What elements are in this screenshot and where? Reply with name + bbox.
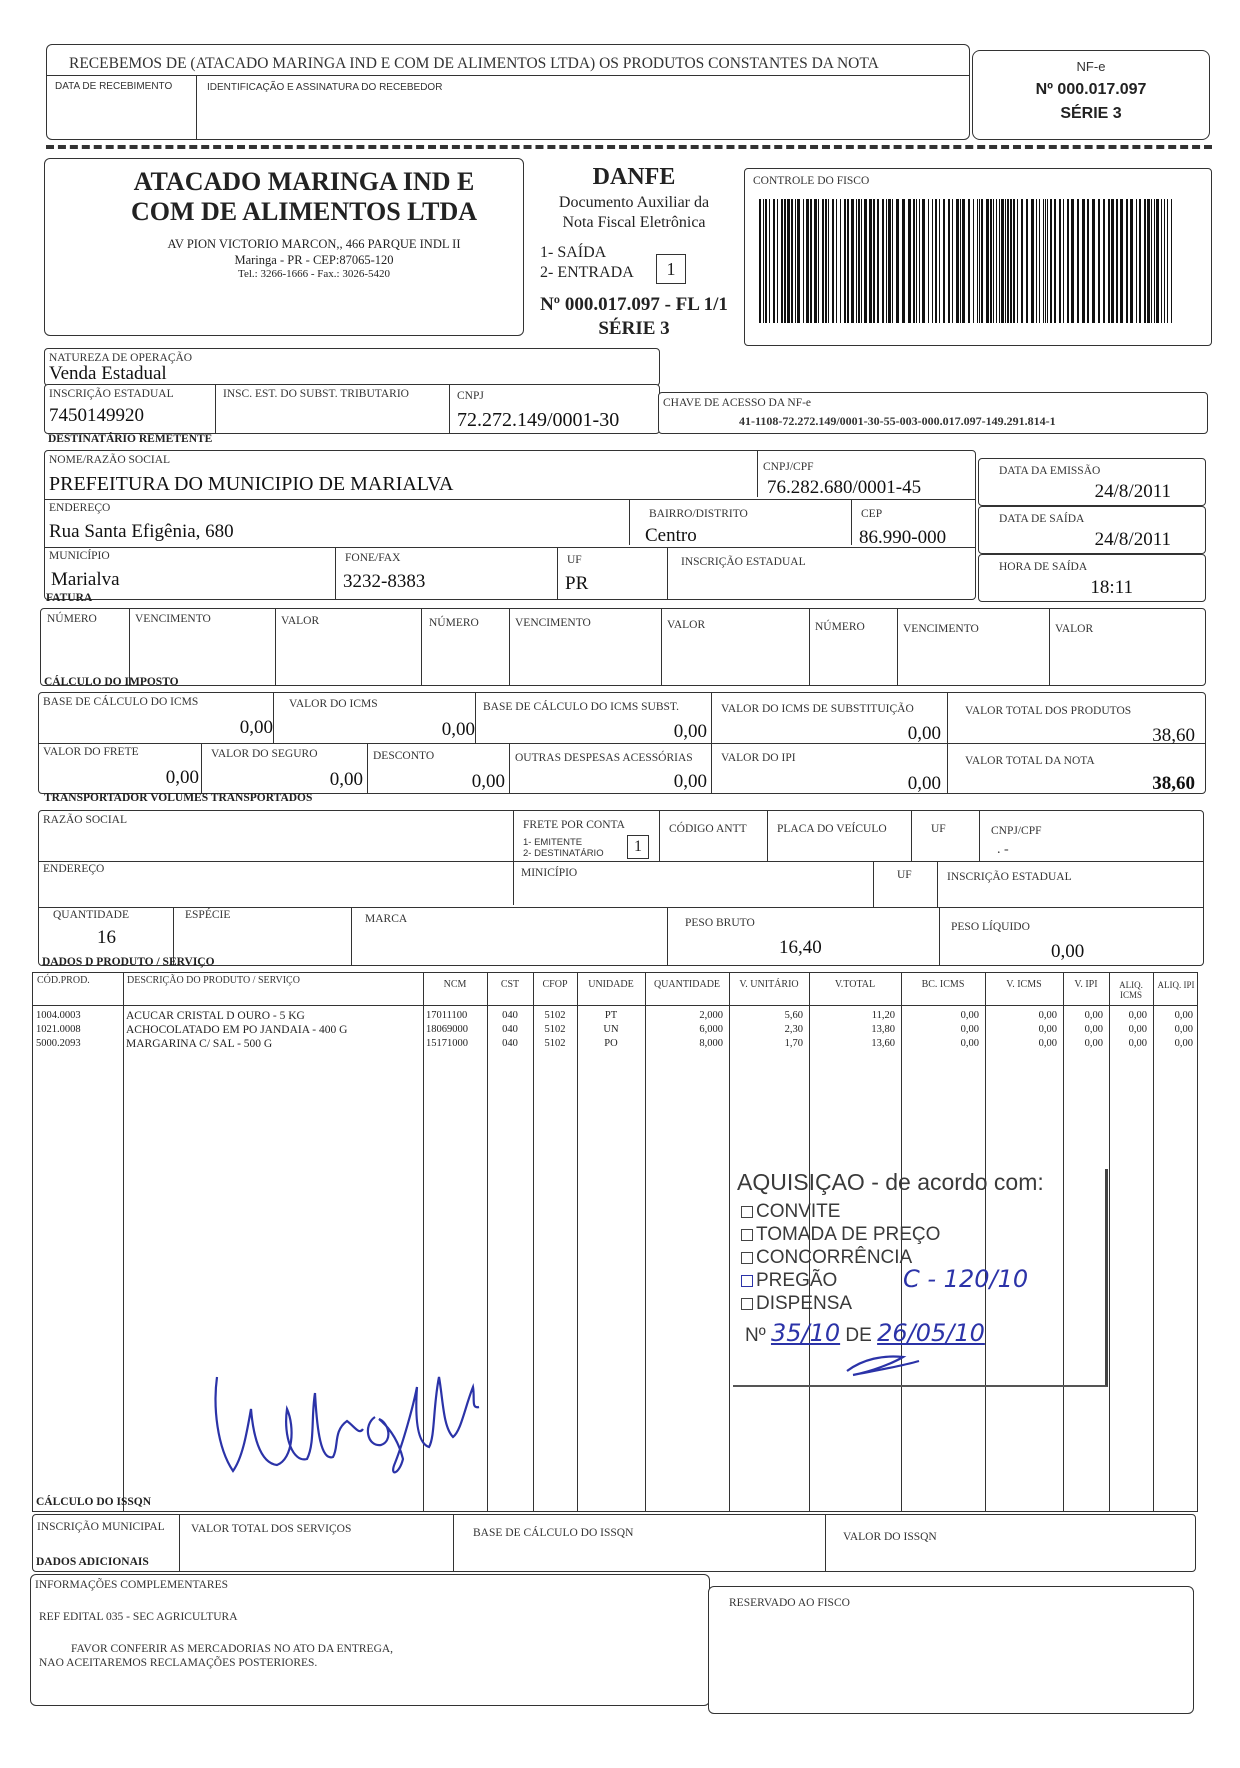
recipient-cnpj: 76.282.680/0001-45 (767, 477, 922, 498)
volume-quantity-label: QUANTIDADE (53, 909, 130, 921)
receipt-stub (46, 44, 970, 140)
danfe-series: SÉRIE 3 (598, 318, 670, 339)
icms-base-label: BASE DE CÁLCULO DO ICMS (43, 696, 199, 708)
discount-value: 0,00 (471, 771, 505, 792)
state-registration-label: INSCRIÇÃO ESTADUAL (49, 388, 174, 400)
cnpj-value: 72.272.149/0001-30 (457, 409, 620, 431)
exit-time-box (978, 554, 1206, 602)
other-expenses-label: OUTRAS DESPESAS ACESSÓRIAS (515, 752, 693, 764)
antt-code-label: CÓDIGO ANTT (669, 823, 747, 835)
table-cell: 0,00 (1084, 1038, 1103, 1049)
table-cell: 18069000 (426, 1024, 468, 1035)
products-table (32, 972, 1198, 1512)
table-cell: ACUCAR CRISTAL D OURO - 5 KG (126, 1010, 305, 1022)
freight-mode-label: FRETE POR CONTA (523, 819, 625, 831)
table-row (33, 1023, 1197, 1037)
issue-date: 24/8/2011 (1094, 481, 1171, 502)
fiscal-control-box (744, 168, 1212, 346)
table-cell: 0,00 (1038, 1038, 1057, 1049)
table-cell: 13,60 (871, 1038, 895, 1049)
carrier-cnpj-value: . - (997, 842, 1009, 857)
table-cell: 8,000 (699, 1038, 723, 1049)
freight-value: 0,00 (165, 767, 199, 788)
table-cell: 0,00 (1084, 1024, 1103, 1035)
cnpj-label: CNPJ (457, 390, 484, 402)
table-cell: 17011100 (426, 1010, 468, 1021)
invoice-value-label-3: VALOR (1055, 623, 1094, 635)
stamp-option-dispensa: DISPENSA (741, 1293, 852, 1315)
table-cell: MARGARINA C/ SAL - 500 G (126, 1038, 273, 1050)
invoice-section-title: FATURA (46, 592, 93, 604)
recipient-city: Marialva (51, 569, 120, 590)
table-cell: 0,00 (960, 1010, 979, 1021)
access-key-value: 41-1108-72.272.149/0001-30-55-003-000.017.097-149.291.814-1 (739, 414, 1056, 428)
table-cell: 13,80 (871, 1024, 895, 1035)
table-cell: 0,00 (1128, 1038, 1147, 1049)
recipient-ie-label: INSCRIÇÃO ESTADUAL (681, 556, 806, 568)
additional-section-title: DADOS ADICIONAIS (36, 1556, 149, 1568)
volume-species-label: ESPÉCIE (185, 909, 231, 921)
stub-nfe-number: Nº 000.017.097 (1035, 81, 1147, 98)
carrier-cnpj-label: CNPJ/CPF (991, 825, 1042, 837)
recipient-signature (203, 1347, 503, 1487)
delivery-notice-2: NAO ACEITAREMOS RECLAMAÇÕES POSTERIORES. (39, 1657, 318, 1669)
gross-weight: 16,40 (779, 937, 822, 958)
stamp-initials (843, 1349, 923, 1379)
fiscal-reserved-box (708, 1586, 1194, 1714)
danfe-subtitle-1: Documento Auxiliar da (558, 194, 710, 211)
insurance-value: 0,00 (329, 769, 363, 790)
table-cell: 0,00 (1084, 1010, 1103, 1021)
stamp-number: 35/10 (770, 1319, 841, 1347)
invoice-value-label-2: VALOR (667, 619, 706, 631)
icms-base: 0,00 (239, 717, 273, 738)
recipient-state: PR (565, 573, 589, 594)
table-cell: 5000.2093 (36, 1038, 81, 1049)
freight-label: VALOR DO FRETE (43, 746, 139, 758)
gross-weight-label: PESO BRUTO (685, 917, 755, 929)
table-cell: 2,30 (784, 1024, 803, 1035)
state-registration-row (44, 384, 660, 434)
product-code-header: CÓD.PROD. (37, 975, 90, 986)
invoice-number-label-1: NÚMERO (47, 613, 97, 625)
ipi-value-label: VALOR DO IPI (721, 752, 796, 764)
stamp-option-tomada: TOMADA DE PREÇO (741, 1224, 940, 1246)
issuer-name-line2: COM DE ALIMENTOS LTDA (130, 197, 478, 226)
discount-label: DESCONTO (373, 750, 435, 762)
net-weight-label: PESO LÍQUIDO (951, 921, 1030, 933)
stub-nfe-number-box (972, 50, 1210, 140)
stamp-date: 26/05/10 (877, 1319, 985, 1347)
state-registration-value: 7450149920 (49, 405, 144, 426)
table-row (33, 1037, 1197, 1051)
recipient-state-label: UF (567, 554, 582, 566)
issuer-address: AV PION VICTORIO MARCON,, 466 PARQUE INDL II (167, 237, 461, 251)
table-cell: 0,00 (1128, 1010, 1147, 1021)
recipient-district-label: BAIRRO/DISTRITO (649, 508, 748, 520)
operation-nature-value: Venda Estadual (49, 363, 167, 384)
recipient-name: PREFEITURA DO MUNICIPIO DE MARIALVA (49, 473, 454, 495)
stamp-pregao-number: C - 120/10 (903, 1265, 1029, 1293)
fiscal-reserved-label: RESERVADO AO FISCO (729, 1597, 850, 1609)
receiver-signature-label: IDENTIFICAÇÃO E ASSINATURA DO RECEBEDOR (207, 82, 443, 93)
receipt-date-label: DATA DE RECEBIMENTO (55, 81, 173, 92)
exit-date-box (978, 506, 1206, 554)
municipal-registration-label: INSCRIÇÃO MUNICIPAL (37, 1521, 165, 1533)
freight-mode-option-2: 2- DESTINATÁRIO (523, 848, 604, 859)
delivery-notice-1: FAVOR CONFERIR AS MERCADORIAS NO ATO DA ENTREGA, (71, 1643, 394, 1655)
recipient-phone-label: FONE/FAX (345, 552, 401, 564)
recipient-zip: 86.990-000 (859, 527, 947, 548)
table-cell: 2,000 (699, 1010, 723, 1021)
issqn-section-title: CÁLCULO DO ISSQN (36, 1496, 152, 1508)
issue-date-label: DATA DA EMISSÃO (999, 465, 1101, 477)
volume-quantity: 16 (97, 927, 116, 948)
icms-rate-header: ALIQ. ICMS (1119, 980, 1143, 1000)
table-cell: 15171000 (426, 1038, 468, 1049)
quantity-header: QUANTIDADE (653, 979, 721, 990)
exit-time-label: HORA DE SAÍDA (999, 561, 1088, 573)
unit-header: UNIDADE (588, 979, 634, 990)
table-cell: 1004.0003 (36, 1010, 81, 1021)
invoice-number-label-2: NÚMERO (429, 617, 479, 629)
table-cell: PO (604, 1038, 618, 1049)
receiver-signature-input[interactable] (205, 99, 959, 137)
insurance-label: VALOR DO SEGURO (211, 748, 318, 760)
table-cell: UN (603, 1024, 619, 1035)
issqn-box (32, 1514, 1196, 1572)
recipient-address-label: ENDEREÇO (49, 502, 111, 514)
access-key-label: CHAVE DE ACESSO DA NF-e (663, 397, 812, 409)
table-cell: 6,000 (699, 1024, 723, 1035)
issqn-base-label: BASE DE CÁLCULO DO ISSQN (473, 1527, 634, 1539)
recipient-district: Centro (645, 525, 697, 546)
carrier-name-label: RAZÃO SOCIAL (43, 814, 128, 826)
stub-nfe-series: SÉRIE 3 (1060, 105, 1122, 122)
icms-st-value-label: VALOR DO ICMS DE SUBSTITUIÇÃO (721, 703, 914, 715)
issuer-name-line1: ATACADO MARINGA IND E (133, 167, 475, 196)
invoice-value-label-1: VALOR (281, 615, 320, 627)
receipt-statement: RECEBEMOS DE (ATACADO MARINGA IND E COM DE ALIMENTOS LTDA) OS PRODUTOS CONSTANTES DA NOTA (69, 55, 879, 72)
table-cell: 040 (502, 1010, 518, 1021)
product-description-header: DESCRIÇÃO DO PRODUTO / SERVIÇO (127, 975, 300, 986)
carrier-box (38, 810, 1204, 966)
recipient-zip-label: CEP (861, 508, 883, 520)
cut-line (46, 145, 1212, 149)
stamp-option-concorrencia: CONCORRÊNCIA (741, 1247, 912, 1269)
table-cell: 1021.0008 (36, 1024, 81, 1035)
recipient-city-label: MUNICÍPIO (49, 550, 110, 562)
net-weight: 0,00 (1051, 941, 1085, 962)
operation-nature-label: NATUREZA DE OPERAÇÃO (49, 352, 193, 364)
table-cell: 0,00 (1038, 1010, 1057, 1021)
carrier-ie-label: INSCRIÇÃO ESTADUAL (947, 871, 1072, 883)
danfe-type-box: 1 (656, 254, 686, 284)
carrier-state-label: UF (897, 869, 912, 881)
freight-mode-option-1: 1- EMITENTE (523, 837, 583, 848)
additional-info-box (30, 1574, 710, 1706)
issqn-value-label: VALOR DO ISSQN (843, 1531, 937, 1543)
ipi-value-header: V. IPI (1074, 979, 1098, 990)
danfe-number-sheet: Nº 000.017.097 - FL 1/1 (540, 294, 728, 315)
carrier-city-label: MINICÍPIO (521, 867, 578, 879)
invoice-number-label-3: NÚMERO (815, 621, 865, 633)
table-row (33, 1009, 1197, 1023)
total-price-header: V.TOTAL (834, 979, 876, 990)
table-cell: 5102 (544, 1038, 566, 1049)
stub-nfe-label: NF-e (1076, 59, 1106, 74)
recipient-name-label: NOME/RAZÃO SOCIAL (49, 454, 171, 466)
danfe-exit-option: 1- SAÍDA (540, 244, 607, 261)
danfe-title: DANFE (592, 164, 676, 190)
invoice-total: 38,60 (1152, 773, 1195, 794)
products-section-title: DADOS D PRODUTO / SERVIÇO (42, 956, 215, 968)
stamp-title: AQUISIÇAO - de acordo com: (737, 1169, 1044, 1195)
services-total-label: VALOR TOTAL DOS SERVIÇOS (191, 1523, 352, 1535)
icms-st-value: 0,00 (907, 723, 941, 744)
additional-info-label: INFORMAÇÕES COMPLEMENTARES (35, 1579, 229, 1591)
stamp-option-pregao: PREGÃO (741, 1270, 837, 1292)
operation-nature-box (44, 348, 660, 386)
icms-value-header: V. ICMS (1006, 979, 1042, 990)
vehicle-plate-label: PLACA DO VEÍCULO (777, 823, 887, 835)
recipient-address: Rua Santa Efigênia, 680 (49, 521, 234, 542)
table-cell: 0,00 (1174, 1038, 1193, 1049)
issuer-city: Maringa - PR - CEP:87065-120 (234, 253, 394, 267)
exit-time: 18:11 (1090, 577, 1133, 598)
recipient-cnpj-label: CNPJ/CPF (763, 461, 814, 473)
invoice-due-label-3: VENCIMENTO (903, 623, 979, 635)
exit-date-label: DATA DE SAÍDA (999, 513, 1085, 525)
fiscal-control-label: CONTROLE DO FISCO (753, 175, 870, 187)
issuer-box (44, 158, 524, 336)
danfe-subtitle-2: Nota Fiscal Eletrônica (562, 214, 706, 231)
table-cell: 040 (502, 1024, 518, 1035)
volume-brand-label: MARCA (365, 913, 408, 925)
table-cell: 5102 (544, 1010, 566, 1021)
stamp-option-convite: CONVITE (741, 1201, 840, 1223)
acquisition-stamp (733, 1169, 1108, 1387)
table-cell: 5,60 (784, 1010, 803, 1021)
cfop-header: CFOP (542, 979, 568, 990)
invoice-due-label-2: VENCIMENTO (515, 617, 591, 629)
access-key-box (658, 392, 1208, 434)
table-cell: 0,00 (960, 1024, 979, 1035)
carrier-address-label: ENDEREÇO (43, 863, 105, 875)
products-total-label: VALOR TOTAL DOS PRODUTOS (965, 705, 1132, 717)
table-cell: PT (604, 1010, 618, 1021)
icms-st-base-label: BASE DE CÁLCULO DO ICMS SUBST. (483, 701, 679, 713)
cst-header: CST (500, 979, 520, 990)
table-cell: 1,70 (784, 1038, 803, 1049)
unit-price-header: V. UNITÁRIO (739, 979, 799, 990)
icms-base-header: BC. ICMS (921, 979, 965, 990)
table-cell: 0,00 (1174, 1010, 1193, 1021)
table-cell: 0,00 (1128, 1024, 1147, 1035)
recipient-phone: 3232-8383 (343, 571, 426, 592)
danfe-block (524, 158, 744, 338)
other-expenses-value: 0,00 (673, 771, 707, 792)
products-total: 38,60 (1152, 725, 1195, 746)
stamp-number-line: Nº 35/10 DE 26/05/10 (745, 1319, 985, 1347)
icms-value-label: VALOR DO ICMS (289, 698, 378, 710)
issue-date-box (978, 458, 1206, 506)
receipt-date-input[interactable] (53, 97, 193, 135)
table-cell: 0,00 (960, 1038, 979, 1049)
table-cell: 5102 (544, 1024, 566, 1035)
table-cell: ACHOCOLATADO EM PO JANDAIA - 400 G (126, 1024, 348, 1036)
table-cell: 0,00 (1038, 1024, 1057, 1035)
exit-date: 24/8/2011 (1094, 529, 1171, 550)
ipi-rate-header: ALIQ. IPI (1157, 980, 1195, 990)
issuer-phone: Tel.: 3266-1666 - Fax.: 3026-5420 (238, 268, 390, 280)
vehicle-state-label: UF (931, 823, 946, 835)
ncm-header: NCM (443, 979, 467, 990)
table-cell: 0,00 (1174, 1024, 1193, 1035)
table-cell: 11,20 (871, 1010, 895, 1021)
table-cell: 040 (502, 1038, 518, 1049)
invoice-due-label-1: VENCIMENTO (135, 613, 211, 625)
tax-box (38, 692, 1206, 794)
invoice-box (40, 608, 1206, 686)
danfe-entry-option: 2- ENTRADA (540, 264, 634, 281)
freight-mode-box: 1 (627, 835, 649, 859)
invoice-total-label: VALOR TOTAL DA NOTA (965, 755, 1095, 767)
ipi-value: 0,00 (907, 773, 941, 794)
edital-reference: REF EDITAL 035 - SEC AGRICULTURA (39, 1611, 238, 1623)
recipient-section-title: DESTINATÁRIO REMETENTE (48, 433, 213, 445)
st-registration-label: INSC. EST. DO SUBST. TRIBUTARIO (223, 388, 409, 400)
barcode (757, 199, 1177, 323)
tax-section-title: CÁLCULO DO IMPOSTO (44, 676, 179, 688)
carrier-section-title: TRANSPORTADOR VOLUMES TRANSPORTADOS (44, 792, 313, 804)
recipient-box (44, 450, 976, 600)
icms-st-base: 0,00 (673, 721, 707, 742)
icms-value: 0,00 (441, 719, 475, 740)
